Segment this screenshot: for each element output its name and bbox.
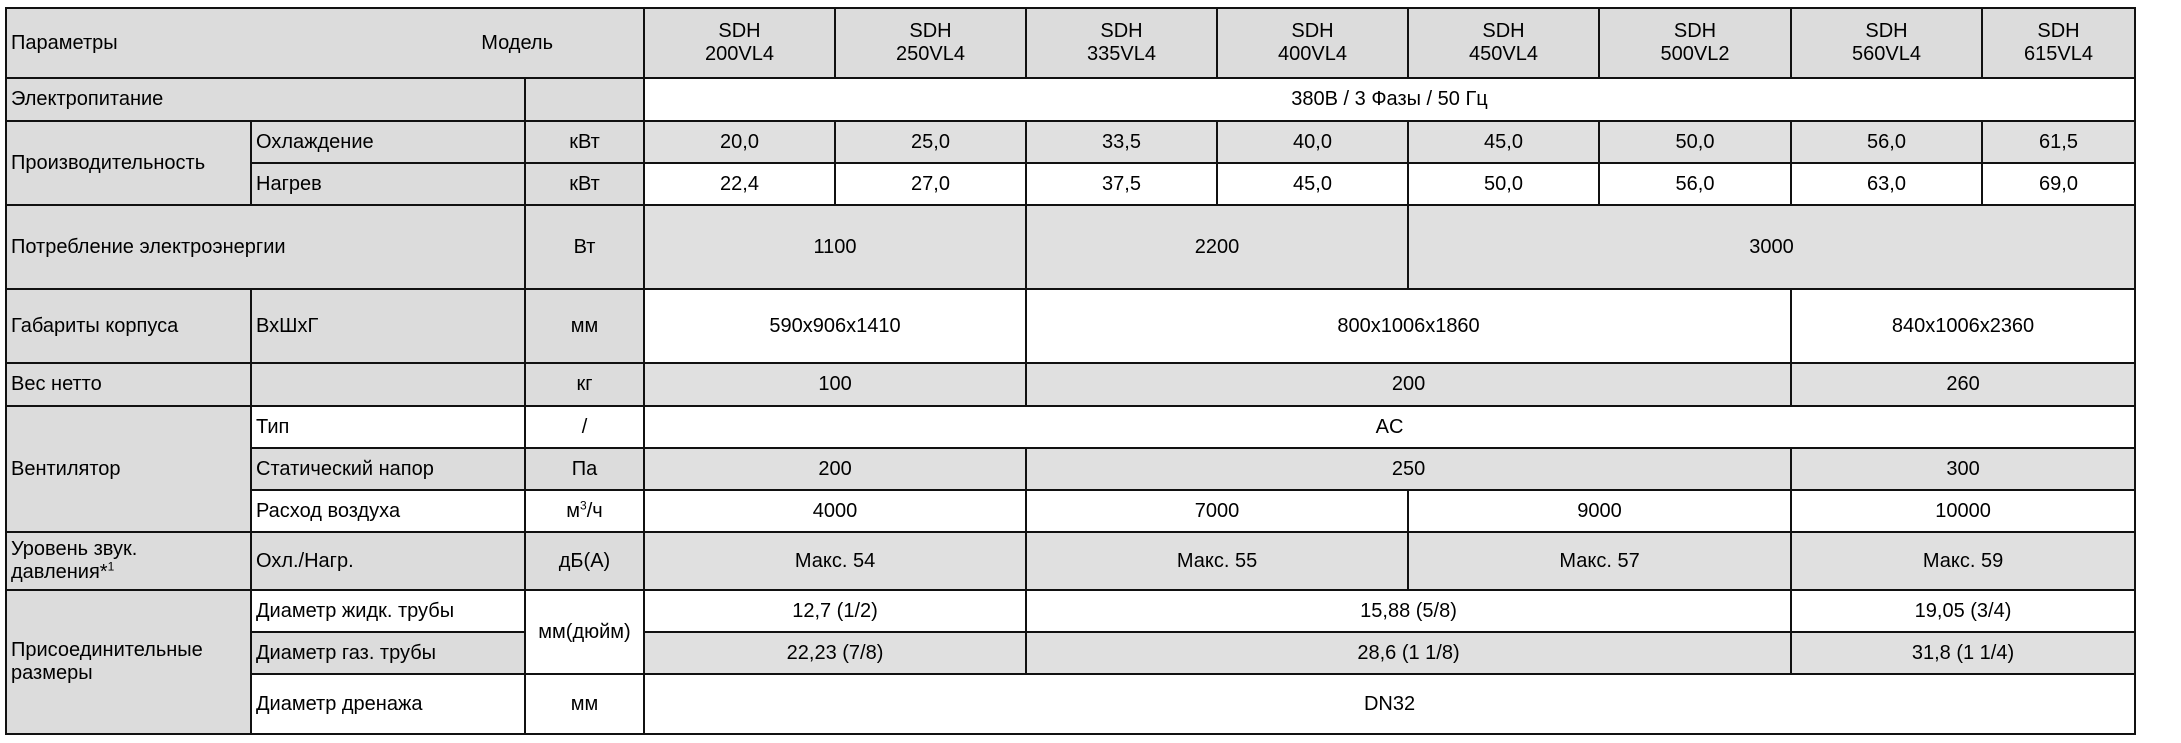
static-pressure-value: 200 <box>644 448 1026 490</box>
gas-pipe-value: 28,6 (1 1/8) <box>1026 632 1791 674</box>
model-header: SDH 560VL4 <box>1791 8 1982 78</box>
drain-value: DN32 <box>644 674 2135 734</box>
capacity-cooling-row <box>6 121 2135 163</box>
net-weight-unit: кг <box>525 363 644 406</box>
heating-value: 56,0 <box>1599 163 1791 205</box>
dimensions-label: Габариты корпуса <box>6 289 251 363</box>
fan-static-pressure-row <box>6 448 2135 490</box>
fan-type-row <box>6 406 2135 448</box>
capacity-heating-row <box>6 163 2135 205</box>
cooling-value: 25,0 <box>835 121 1026 163</box>
model-label: Модель <box>481 31 554 54</box>
pipes-unit: мм(дюйм) <box>525 590 644 674</box>
static-pressure-value: 250 <box>1026 448 1791 490</box>
gas-pipe-value: 22,23 (7/8) <box>644 632 1026 674</box>
cooling-value: 50,0 <box>1599 121 1791 163</box>
heating-value: 50,0 <box>1408 163 1599 205</box>
cooling-value: 40,0 <box>1217 121 1408 163</box>
power-consumption-value: 3000 <box>1408 205 2135 289</box>
cooling-value: 33,5 <box>1026 121 1217 163</box>
power-consumption-row <box>6 205 2135 289</box>
net-weight-value: 200 <box>1026 363 1791 406</box>
gas-pipe-value: 31,8 (1 1/4) <box>1791 632 2135 674</box>
model-header: SDH 200VL4 <box>644 8 835 78</box>
model-header: SDH 500VL2 <box>1599 8 1791 78</box>
airflow-value: 4000 <box>644 490 1026 532</box>
capacity-label: Производительность <box>6 121 251 205</box>
gas-pipe-row <box>6 632 2135 674</box>
cooling-value: 56,0 <box>1791 121 1982 163</box>
power-supply-row <box>6 78 2135 121</box>
noise-value: Макс. 59 <box>1791 532 2135 590</box>
dimensions-row <box>6 289 2135 363</box>
power-consumption-unit: Вт <box>525 205 644 289</box>
fan-type-label: Тип <box>251 406 525 448</box>
fan-label: Вентилятор <box>6 406 251 532</box>
heating-unit: кВт <box>525 163 644 205</box>
spec-table <box>5 7 2136 735</box>
cooling-label: Охлаждение <box>251 121 525 163</box>
empty-sub-cell <box>251 363 525 406</box>
noise-value: Макс. 57 <box>1408 532 1791 590</box>
heating-value: 22,4 <box>644 163 835 205</box>
static-pressure-label: Статический напор <box>251 448 525 490</box>
params-label: Параметры <box>11 31 118 54</box>
heating-value: 69,0 <box>1982 163 2135 205</box>
liquid-pipe-row <box>6 590 2135 632</box>
fan-type-unit: / <box>525 406 644 448</box>
empty-unit-cell <box>525 78 644 121</box>
heating-value: 37,5 <box>1026 163 1217 205</box>
cooling-value: 61,5 <box>1982 121 2135 163</box>
noise-label: Уровень звук. давления*$^1$ <box>6 532 251 590</box>
noise-value: Макс. 55 <box>1026 532 1408 590</box>
noise-row <box>6 532 2135 590</box>
params-model-header <box>6 8 644 78</box>
net-weight-row <box>6 363 2135 406</box>
header-row <box>6 8 2135 78</box>
liquid-pipe-value: 15,88 (5/8) <box>1026 590 1791 632</box>
liquid-pipe-value: 12,7 (1/2) <box>644 590 1026 632</box>
airflow-value: 9000 <box>1408 490 1791 532</box>
cooling-value: 45,0 <box>1408 121 1599 163</box>
drain-row <box>6 674 2135 734</box>
heating-value: 45,0 <box>1217 163 1408 205</box>
power-consumption-label: Потребление электроэнергии <box>6 205 525 289</box>
model-header: SDH 400VL4 <box>1217 8 1408 78</box>
cooling-value: 20,0 <box>644 121 835 163</box>
heating-value: 27,0 <box>835 163 1026 205</box>
net-weight-value: 260 <box>1791 363 2135 406</box>
dimensions-value: 800x1006x1860 <box>1026 289 1791 363</box>
dimensions-unit: мм <box>525 289 644 363</box>
drain-label: Диаметр дренажа <box>251 674 525 734</box>
liquid-pipe-label: Диаметр жидк. трубы <box>251 590 525 632</box>
fan-type-value: AC <box>644 406 2135 448</box>
gas-pipe-label: Диаметр газ. трубы <box>251 632 525 674</box>
connections-label: Присоединительные размеры <box>6 590 251 734</box>
airflow-unit: $м^3/ч$ <box>525 490 644 532</box>
noise-value: Макс. 54 <box>644 532 1026 590</box>
heating-label: Нагрев <box>251 163 525 205</box>
static-pressure-unit: Па <box>525 448 644 490</box>
static-pressure-value: 300 <box>1791 448 2135 490</box>
airflow-value: 7000 <box>1026 490 1408 532</box>
cooling-unit: кВт <box>525 121 644 163</box>
power-supply-value: 380В / 3 Фазы / 50 Гц <box>644 78 2135 121</box>
net-weight-value: 100 <box>644 363 1026 406</box>
airflow-label: Расход воздуха <box>251 490 525 532</box>
power-supply-label: Электропитание <box>6 78 525 121</box>
power-consumption-value: 2200 <box>1026 205 1408 289</box>
noise-unit: дБ(А) <box>525 532 644 590</box>
model-header: SDH 335VL4 <box>1026 8 1217 78</box>
liquid-pipe-value: 19,05 (3/4) <box>1791 590 2135 632</box>
power-consumption-value: 1100 <box>644 205 1026 289</box>
noise-sub: Охл./Нагр. <box>251 532 525 590</box>
spec-table-container <box>5 7 2134 735</box>
model-header: SDH 615VL4 <box>1982 8 2135 78</box>
net-weight-label: Вес нетто <box>6 363 251 406</box>
model-header: SDH 450VL4 <box>1408 8 1599 78</box>
heating-value: 63,0 <box>1791 163 1982 205</box>
dimensions-sub: ВхШхГ <box>251 289 525 363</box>
fan-airflow-row <box>6 490 2135 532</box>
model-header: SDH 250VL4 <box>835 8 1026 78</box>
drain-unit: мм <box>525 674 644 734</box>
dimensions-value: 840x1006x2360 <box>1791 289 2135 363</box>
airflow-value: 10000 <box>1791 490 2135 532</box>
dimensions-value: 590x906x1410 <box>644 289 1026 363</box>
